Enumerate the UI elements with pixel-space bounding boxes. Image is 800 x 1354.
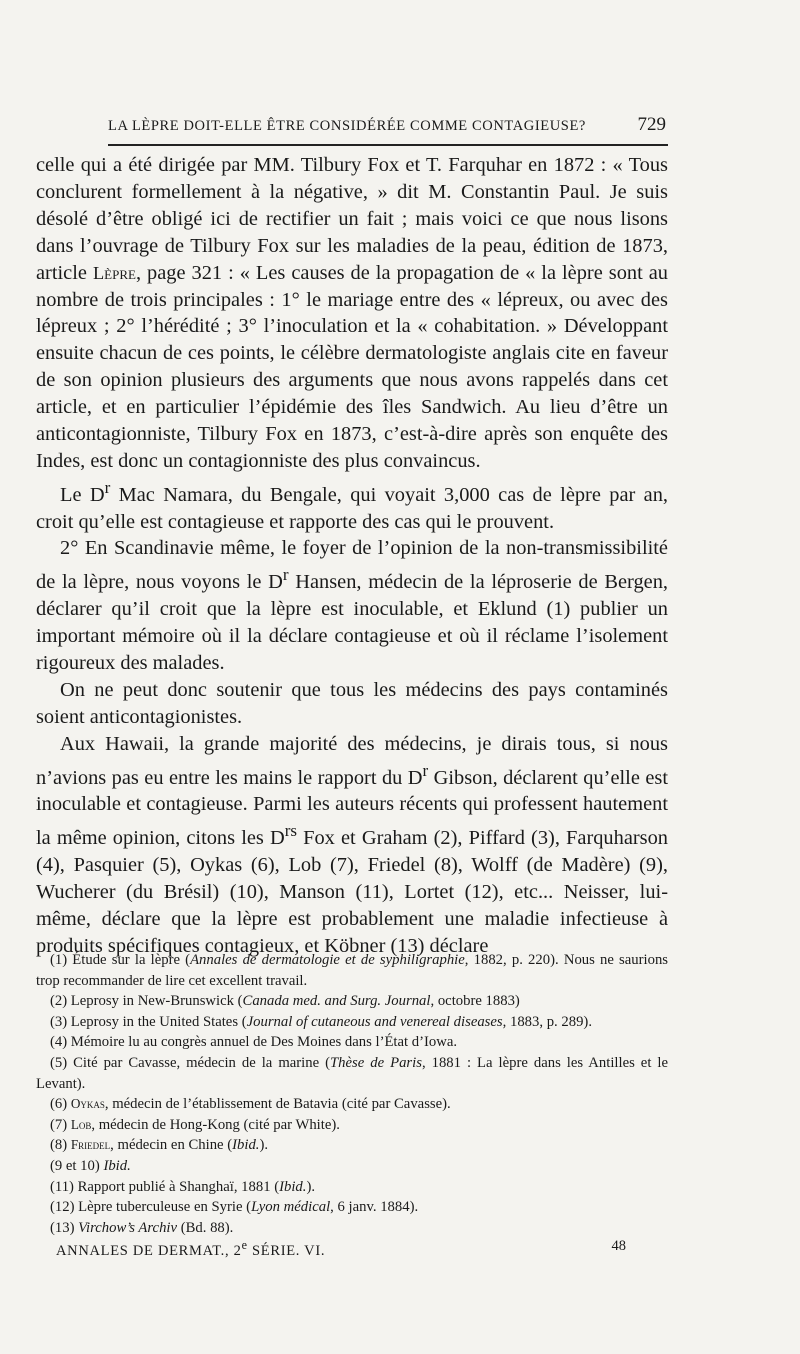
footnotes xyxy=(36,950,668,1238)
footnote: (11) Rapport publié à Shanghaï, 1881 (Ibid.). xyxy=(50,1178,316,1195)
page-number: 729 xyxy=(637,114,666,135)
page-footer xyxy=(56,1238,626,1262)
paragraph: celle qui a été dirigée par MM. Tilbury Fox et T. Farquhar en 1872 : « Tous conclurent formellement à la négative, » dit M. Constantin Paul. Je suis désolé d’être obligé ici de rectifier un fait ; mais voici ce que nous lisons dans l’ouvrage de Tilbury Fox sur les maladies de la peau, édition de 1873, article Lèpre, page 321 : « Les causes de la propagation de « la lèpre sont au nombre de trois principales : 1° le mariage entre des « lépreux, ou avec des lépreux ; 2° l’hérédité ; 3° l’inoculation et la « cohabitation. » Développant ensuite chacun de ces points, le célèbre dermatologiste anglais cite en faveur de son opinion plusieurs des arguments que nous avons rappelés dans cet article, et en particulier l’épidémie des îles Sandwich. Au lieu d’être un anticontagionniste, Tilbury Fox en 1873, c’est-à-dire après son enquête des Indes, est donc un contagionniste des plus convaincus. xyxy=(36,154,668,472)
footnote: (8) Friedel, médecin en Chine (Ibid.). xyxy=(50,1137,269,1154)
footnote: (9 et 10) Ibid. xyxy=(50,1157,131,1174)
footnote: (5) Cité par Cavasse, médecin de la marine (Thèse de Paris, 1881 : La lèpre dans les Antilles et le Levant). xyxy=(36,1054,668,1092)
footnote: (6) Oykas, médecin de l’établissement de Batavia (cité par Cavasse). xyxy=(50,1096,451,1113)
footnote: (7) Lob, médecin de Hong-Kong (cité par White). xyxy=(50,1116,340,1133)
paragraph: Le $D^r$ Mac Namara, du Bengale, qui voyait 3,000 cas de lèpre par an, croit qu’elle est contagieuse et rapporte des cas qui le prouvent. xyxy=(36,477,668,533)
paragraph: 2° En Scandinavie même, le foyer de l’opinion de la non-transmissibilité de la lèpre, nous voyons le $D^r$ Hansen, médecin de la léproserie de Bergen, déclarer qu’il croit que la lèpre est inoculable, et Eklund (1) publier un important mémoire où il la déclare contagieuse et où il réclame l’isolement rigoureux des malades. xyxy=(36,537,668,674)
footnote: (1) Étude sur la lèpre (Annales de dermatologie et de syphiligraphie, 1882, p. 220). Nous ne saurions trop recommander de lire cet excellent travail. xyxy=(36,952,669,989)
header-rule xyxy=(108,144,668,146)
footnote: (2) Leprosy in New-Brunswick (Canada med. and Surg. Journal, octobre 1883) xyxy=(50,993,520,1010)
journal-signature: ANNALES DE DERMAT., 2e SÉRIE. VI. xyxy=(56,1238,326,1259)
running-title: LA LÈPRE DOIT-ELLE ÊTRE CONSIDÉRÉE COMME CONTAGIEUSE? xyxy=(108,118,586,134)
footnote: (13) Virchow’s Archiv (Bd. 88). xyxy=(50,1219,234,1236)
footnote: (4) Mémoire lu au congrès annuel de Des Moines dans l’État d’Iowa. xyxy=(50,1034,458,1051)
footnote: (3) Leprosy in the United States (Journal of cutaneous and venereal diseases, 1883, p. 289). xyxy=(50,1013,592,1030)
body-text xyxy=(36,152,668,959)
running-head xyxy=(108,112,666,142)
footnote: (12) Lèpre tuberculeuse en Syrie (Lyon médical, 6 janv. 1884). xyxy=(50,1199,419,1216)
sheet-number: 48 xyxy=(611,1238,626,1254)
paragraph: Aux Hawaii, la grande majorité des médecins, je dirais tous, si nous n’avions pas eu entre les mains le rapport du $D^r$ Gibson, déclarent qu’elle est inoculable et contagieuse. Parmi les auteurs récents qui professent hautement la même opinion, citons les $D^{rs}$ Fox et Graham (2), Piffard (3), Farquharson (4), Pasquier (5), Oykas (6), Lob (7), Friedel (8), Wolff (de Madère) (9), Wucherer (du Brésil) (10), Manson (11), Lortet (12), etc... Neisser, lui-même, déclare que la lèpre est probablement une maladie infectieuse à produits spécifiques contagieux, et Köbner (13) déclare xyxy=(36,732,668,957)
paragraph: On ne peut donc soutenir que tous les médecins des pays contaminés soient anticontagionistes. xyxy=(36,678,668,728)
